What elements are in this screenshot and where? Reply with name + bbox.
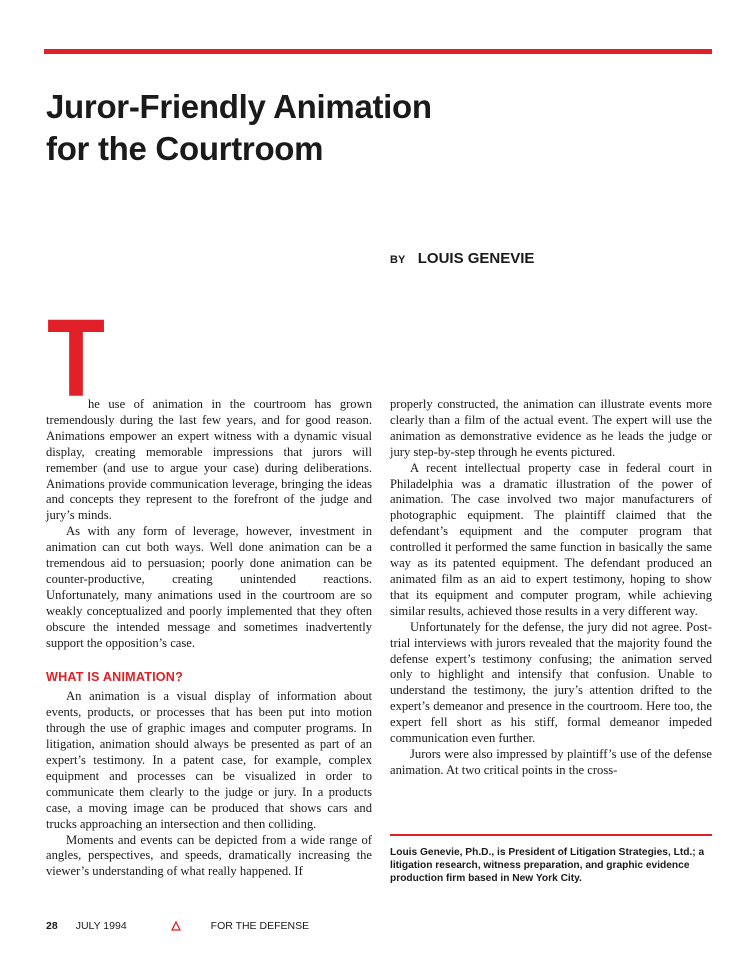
page-footer bbox=[46, 920, 309, 932]
drop-cap-glyph: T bbox=[47, 297, 105, 420]
issue-date: JULY 1994 bbox=[75, 920, 127, 932]
article-title bbox=[46, 86, 432, 170]
left-column bbox=[46, 397, 372, 880]
drop-cap-letter bbox=[46, 297, 106, 420]
paragraph-intro: he use of animation in the courtroom has grown tremendously during the last few years, and for good reason. Animations empower an expert witness with a dynamic visual display, creating memorable impressions that jurors will remember (and use to argue your case) during deliberations. Animations provide communication leverage, bringing the ideas and concepts they represent to the forefront of the judge and jury’s minds. bbox=[46, 397, 372, 523]
right-column bbox=[390, 397, 712, 779]
publication-name: FOR THE DEFENSE bbox=[210, 920, 310, 932]
top-rule bbox=[44, 49, 712, 54]
delta-icon bbox=[171, 921, 181, 931]
paragraph-moments: Moments and events can be depicted from a wide range of angles, perspectives, and speeds, dramatically increasing the viewer’s understanding of what really happened. If bbox=[46, 832, 372, 879]
section-heading: WHAT IS ANIMATION? bbox=[46, 669, 183, 684]
author-name: LOUIS GENEVIE bbox=[417, 250, 535, 267]
paragraph-jurors: Jurors were also impressed by plaintiff’s use of the defense animation. At two critical points in the cross- bbox=[390, 746, 712, 777]
bio-rule bbox=[390, 834, 712, 836]
page-number: 28 bbox=[46, 920, 58, 932]
paragraph-leverage: As with any form of leverage, however, investment in animation can cut both ways. Well done animation can be a tremendous aid to persuasion; poorly done animation can be counter-productive, creating unintended reactions. Unfortunately, many animations used in the courtroom are so weakly conceptualized and poorly implemented that they often obscure the intended message and sometimes inadvertently support the opposition’s case. bbox=[46, 524, 372, 650]
paragraph-case: A recent intellectual property case in federal court in Philadelphia was a dramatic illustration of the power of animation. The case involved two major manufacturers of photographic equipment. The plaintiff claimed that the defendant’s equipment and the computer program that controlled it performed the same function in basically the same way as its patented equipment. The defendant produced an animated film as an aid to expert testimony, hoping to show that its equipment and computer program, while achieving similar results, achieved those results in a very different way. bbox=[390, 460, 712, 618]
byline-prefix: BY bbox=[390, 254, 406, 266]
paragraph-jury: Unfortunately for the defense, the jury did not agree. Post-trial interviews with jurors revealed that the majority found the defense expert’s testimony confusing; the animation served only to highlight and intensify that confusion. Unable to understand the testimony, the jury’s attention drifted to the expert’s demeanor and presence in the courtroom. Here too, the expert fell short as his stiff, formal demeanor impeded communication even further. bbox=[390, 619, 712, 746]
paragraph-definition: An animation is a visual display of information about events, products, or processes that has been put into motion through the use of graphic images and computer programs. In litigation, animation should always be presented as part of an expert’s testimony. In a patent case, for example, complex equipment and processes can be visualized in order to communicate them clearly to the judge or jury. In a products case, a moving image can be produced that shows cars and trucks approaching an intersection and then colliding. bbox=[46, 689, 372, 831]
title-line-2: for the Courtroom bbox=[46, 130, 324, 167]
byline bbox=[390, 250, 534, 268]
title-line-1: Juror-Friendly Animation bbox=[46, 88, 432, 125]
author-bio: Louis Genevie, Ph.D., is President of Litigation Strategies, Ltd.; a litigation research, witness preparation, and graphic evidence production firm based in New York City. bbox=[390, 847, 705, 884]
paragraph-continued: properly constructed, the animation can illustrate events more clearly than a film of the actual event. The expert will use the animation as demonstrative evidence as he leads the judge or jury step-by-step through he events pictured. bbox=[390, 397, 712, 459]
